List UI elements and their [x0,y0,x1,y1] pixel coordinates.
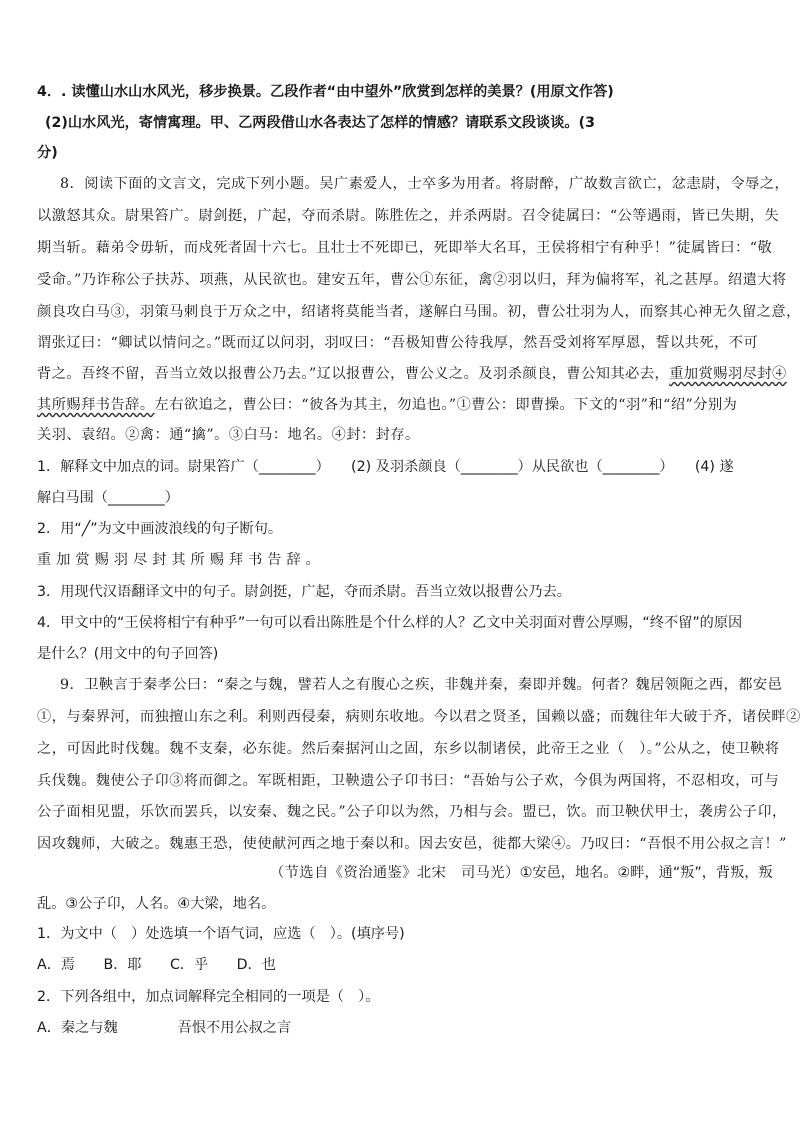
sub-question-4: 4．甲文中的“王侯将相宁有种乎”一句可以看出陈胜是个什么样的人？乙文中关羽面对曹公厚赐，“终不留”的原因 [37,615,743,631]
sub-question-2-sentence: 重加赏赐羽尽封其所赐拜书告辞。 [37,552,325,568]
passage-8-line: 谓张辽曰：“卿试以情问之。”既而辽以问羽，羽叹曰：“吾极知曹公待我厚，然吾受刘将军厚恩，誓以共死，不可 [37,335,759,351]
q9-sub-question-1: 1．为文中（ ）处选填一个语气词，应选（ ）。(填序号) [37,926,405,942]
passage-8-line: 颜良攻白马③，羽策马刺良于万众之中，绍诸将莫能当者，遂解白马围。初，曹公壮羽为人，而察其心神无久留之意， [37,304,801,320]
passage-8-line: 受命。”乃诈称公子扶苏、项燕，从民欲也。建安五年，曹公①东征，禽②羽以归，拜为偏将军，礼之甚厚。绍遣大将 [37,272,787,288]
passage-9-line: 因攻魏师，大破之。魏惠王恐，使使献河西之地于秦以和。因去安邑，徙都大梁④。乃叹曰：“吾恨不用公叔之言！” [37,836,787,852]
passage-9-line: ①，与秦界河，而独擅山东之利。利则西侵秦，病则东收地。今以君之贤圣，国赖以盛；而魏往年大破于齐，诸侯畔② [37,709,801,725]
sub-question-2: 2．用“╱”为文中画波浪线的句子断句。 [37,521,283,537]
passage-9-notes: ①安邑，地名。②畔，通“叛”，背叛，叛 [519,865,773,881]
passage-8-line: 8．阅读下面的文言文，完成下列小题。吴广素爱人，士卒多为用者。将尉醉，广故数言欲亡，忿恚尉，令辱之， [60,176,790,192]
passage-8-notes: 关羽、袁绍。②禽：通“擒”。③白马：地名。④封：封存。 [37,427,420,443]
question-4-2: (2)山水风光，寄情寓理。甲、乙两段借山水各表达了怎样的情感？请联系文段谈谈。(3 [45,115,595,131]
sub-question-4-cont: 是什么？(用文中的句子回答) [37,646,219,662]
passage-9-line: 兵伐魏。魏使公子卬③将而御之。军既相距，卫鞅遗公子卬书曰：“吾始与公子欢，今俱为两国将，不忍相攻，可与 [37,773,780,789]
sub-question-1-cont: 解白马围（________） [37,490,179,506]
passage-text: 背之。吾终不留，吾当立效以报曹公乃去。”辽以报曹公，曹公义之。及羽杀颜良，曹公知其必去， [37,366,670,382]
source-citation: （节选自《资治通鉴》北宋 司马光） [270,865,520,881]
passage-9-notes-cont: 乱。③公子卬，人名。④大梁，地名。 [37,896,276,912]
passage-8-line: 以激怒其众。尉果笞广。尉剑挺，广起，夺而杀尉。陈胜佐之，并杀两尉。召令徒属曰：“公等遇雨，皆已失期，失 [37,208,780,224]
wavy-underlined-sentence: 重加赏赐羽尽封④ [669,366,787,382]
option-a-right: 吾恨不用公叔之言 [177,1020,292,1036]
question-4-1: 4．. 读懂山水山水风光，移步换景。乙段作者“由中望外”欣赏到怎样的美景？(用原文作答) [37,84,614,100]
sub-question-1: 1．解释文中加点的词。尉果笞广（________） (2) 及羽杀颜良（________）从民欲也（________） (4) 遂 [37,459,734,475]
passage-9-source-line [270,861,773,885]
passage-8-line: 期当斩。藉弟令毋斩，而戍死者固十六七。且壮士不死即已，死即举大名耳，王侯将相宁有种乎！”徒属皆曰：“敬 [37,240,773,256]
passage-8-line [37,393,761,417]
passage-9-line: 之，可因此时伐魏。魏不支秦，必东徙。然后秦据河山之固，东乡以制诸侯，此帝王之业（ ）。”公从之，使卫鞅将 [37,741,780,757]
passage-9-line: 9．卫鞅言于秦孝公曰：“秦之与魏，譬若人之有腹心之疾，非魏并秦，秦即并魏。何者？魏居领阨之西，都安邑 [60,677,783,693]
q9-option-a [37,1016,761,1040]
sub-question-3: 3．用现代汉语翻译文中的句子。尉剑挺，广起，夺而杀尉。吾当立效以报曹公乃去。 [37,584,571,600]
question-4-2-cont: 分) [37,145,58,161]
q9-sub-question-2: 2．下列各组中，加点词解释完全相同的一项是（ ）。 [37,989,380,1005]
option-a-left: A．秦之与魏 [37,1020,118,1036]
passage-8-line [37,362,787,386]
passage-9-line: 公子面相见盟，乐饮而罢兵，以安秦、魏之民。”公子卬以为然，乃相与会。盟已，饮。而卫鞅伏甲士，袭虏公子卬， [37,804,787,820]
q9-options: A．焉 B．耶 C．乎 D．也 [37,957,276,973]
passage-text: 左右欲追之，曹公曰：“彼各为其主，勿追也。”①曹公：即曹操。下文的“羽”和“绍”分别为 [154,397,738,413]
wavy-underlined-sentence: 其所赐拜书告辞。 [37,397,155,413]
